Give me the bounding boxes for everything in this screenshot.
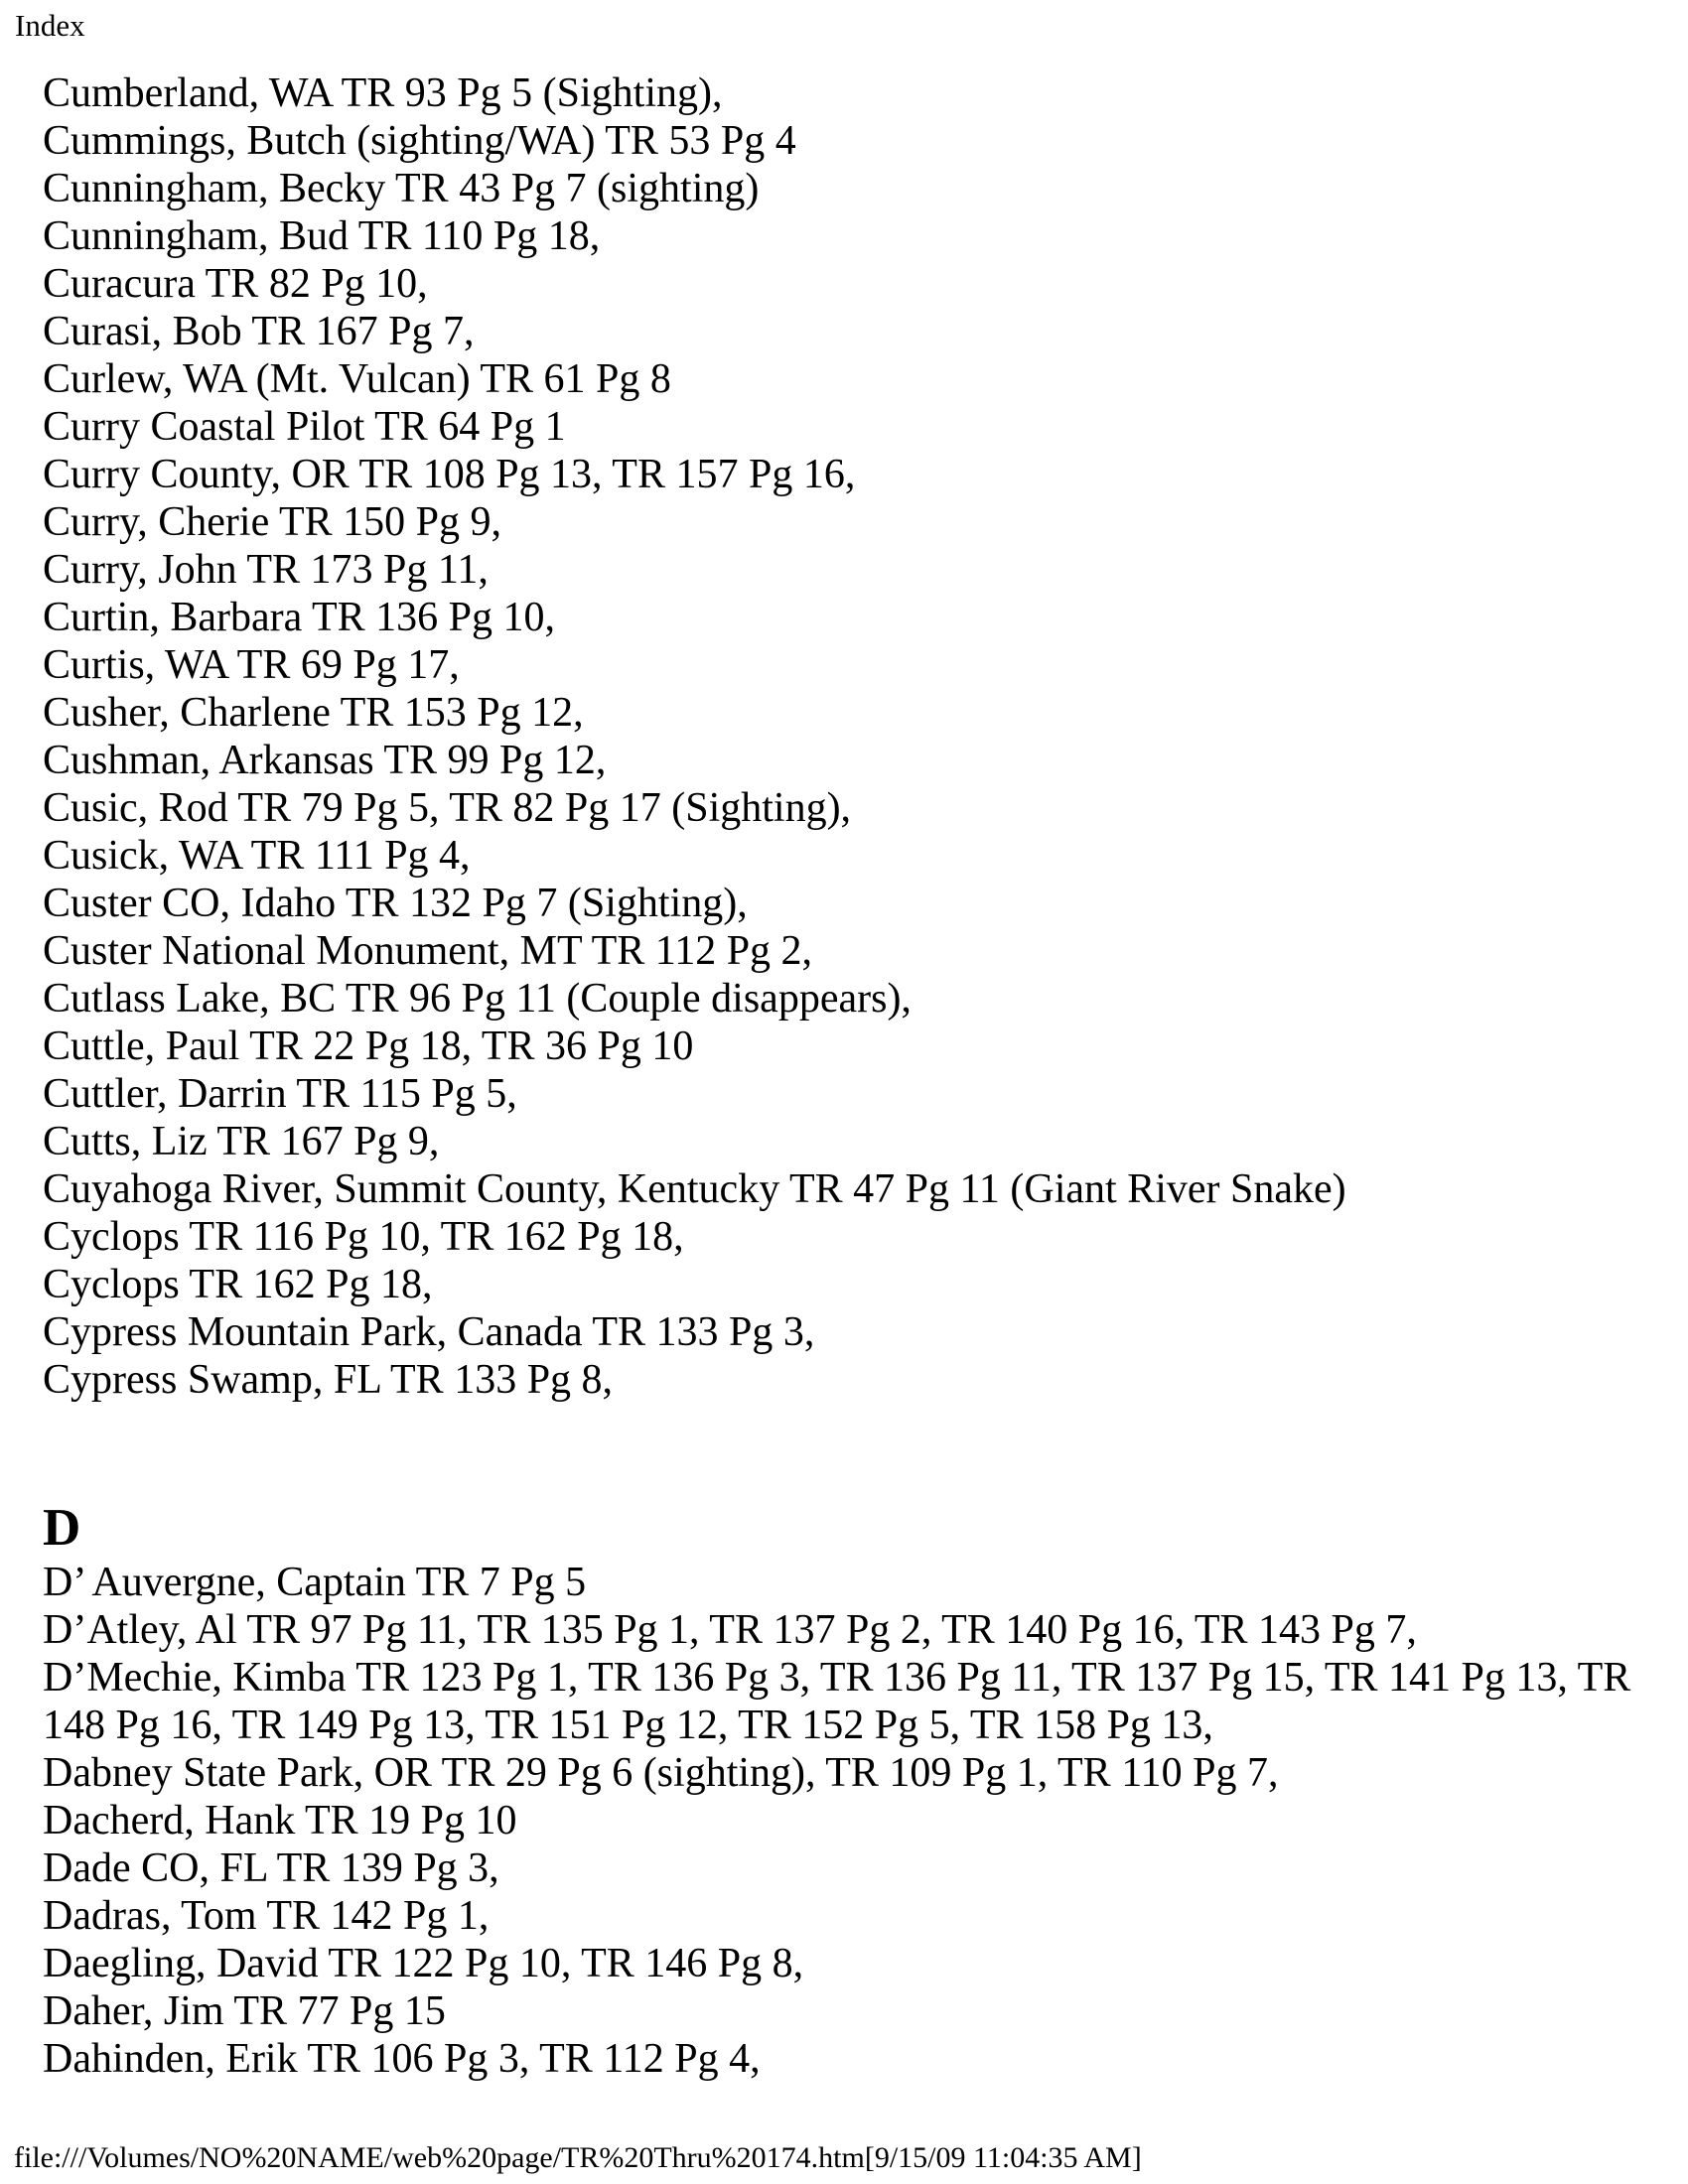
index-entry-line: Cypress Mountain Park, Canada TR 133 Pg 3, xyxy=(43,1309,815,1355)
index-entry-line: Cunningham, Bud TR 110 Pg 18, xyxy=(43,213,601,259)
index-entry-line: Curtis, WA TR 69 Pg 17, xyxy=(43,642,460,688)
index-entry-line: Cutlass Lake, BC TR 96 Pg 11 (Couple disappears), xyxy=(43,976,912,1022)
index-entry-line: Dadras, Tom TR 142 Pg 1, xyxy=(43,1893,490,1939)
index-entry-line: Cusher, Charlene TR 153 Pg 12, xyxy=(43,690,584,736)
index-entry-line: Curry Coastal Pilot TR 64 Pg 1 xyxy=(43,404,566,450)
index-entry-line: Cumberland, WA TR 93 Pg 5 (Sighting), xyxy=(43,70,723,116)
index-section-d xyxy=(43,1497,1661,2083)
page-header-title: Index xyxy=(15,8,85,43)
index-entry-line: Custer National Monument, MT TR 112 Pg 2, xyxy=(43,928,813,974)
index-entry-line: Cutts, Liz TR 167 Pg 9, xyxy=(43,1119,440,1164)
index-entry-line: Custer CO, Idaho TR 132 Pg 7 (Sighting), xyxy=(43,881,748,926)
index-entry-line: Dabney State Park, OR TR 29 Pg 6 (sighting), TR 109 Pg 1, TR 110 Pg 7, xyxy=(43,1750,1279,1796)
index-entry-line: Cunningham, Becky TR 43 Pg 7 (sighting) xyxy=(43,166,760,211)
index-entry-line: Cuttle, Paul TR 22 Pg 18, TR 36 Pg 10 xyxy=(43,1024,694,1069)
index-section-c xyxy=(43,69,1661,1404)
index-entry-line: Curry County, OR TR 108 Pg 13, TR 157 Pg 16, xyxy=(43,452,856,497)
index-entry-line: Cypress Swamp, FL TR 133 Pg 8, xyxy=(43,1357,614,1403)
index-entry-line: Cyclops TR 116 Pg 10, TR 162 Pg 18, xyxy=(43,1214,684,1260)
index-entry-line: Curlew, WA (Mt. Vulcan) TR 61 Pg 8 xyxy=(43,356,671,402)
index-entry-line: Daegling, David TR 122 Pg 10, TR 146 Pg 8, xyxy=(43,1941,804,1986)
index-entry-line: Cummings, Butch (sighting/WA) TR 53 Pg 4 xyxy=(43,118,796,164)
index-entry-line: Curasi, Bob TR 167 Pg 7, xyxy=(43,309,475,354)
index-entry-line: Cuyahoga River, Summit County, Kentucky TR 47 Pg 11 (Giant River Snake) xyxy=(43,1166,1346,1212)
index-entry-line: Curacura TR 82 Pg 10, xyxy=(43,261,428,307)
index-entry-line: Dacherd, Hank TR 19 Pg 10 xyxy=(43,1798,517,1843)
index-entry-line: D’Atley, Al TR 97 Pg 11, TR 135 Pg 1, TR 137 Pg 2, TR 140 Pg 16, TR 143 Pg 7, xyxy=(43,1607,1417,1653)
index-entry-line: Cushman, Arkansas TR 99 Pg 12, xyxy=(43,738,607,783)
index-entry-line: D’Mechie, Kimba TR 123 Pg 1, TR 136 Pg 3, TR 136 Pg 11, TR 137 Pg 15, TR 141 Pg 13, TR xyxy=(43,1655,1631,1701)
index-entry-line: Cusic, Rod TR 79 Pg 5, TR 82 Pg 17 (Sighting), xyxy=(43,785,852,831)
index-entry-line: Curry, Cherie TR 150 Pg 9, xyxy=(43,499,501,545)
index-content xyxy=(43,69,1661,2083)
page-footer-url: file:///Volumes/NO%20NAME/web%20page/TR%20Thru%20174.htm[9/15/09 11:04:35 AM] xyxy=(14,2141,1142,2174)
index-entry-line: Daher, Jim TR 77 Pg 15 xyxy=(43,1988,446,2034)
index-entry-line: Dahinden, Erik TR 106 Pg 3, TR 112 Pg 4, xyxy=(43,2036,761,2082)
index-entry-line: Cyclops TR 162 Pg 18, xyxy=(43,1262,433,1307)
index-entry-line: Cusick, WA TR 111 Pg 4, xyxy=(43,833,471,879)
index-entry-line: Curtin, Barbara TR 136 Pg 10, xyxy=(43,595,556,640)
index-entry-line: Dade CO, FL TR 139 Pg 3, xyxy=(43,1845,499,1891)
index-entry-line: D’ Auvergne, Captain TR 7 Pg 5 xyxy=(43,1560,587,1605)
index-entry-line: 148 Pg 16, TR 149 Pg 13, TR 151 Pg 12, TR 152 Pg 5, TR 158 Pg 13, xyxy=(43,1703,1213,1748)
section-heading-d: D xyxy=(43,1499,81,1557)
index-entry-line: Cuttler, Darrin TR 115 Pg 5, xyxy=(43,1071,517,1117)
index-entry-line: Curry, John TR 173 Pg 11, xyxy=(43,547,489,593)
